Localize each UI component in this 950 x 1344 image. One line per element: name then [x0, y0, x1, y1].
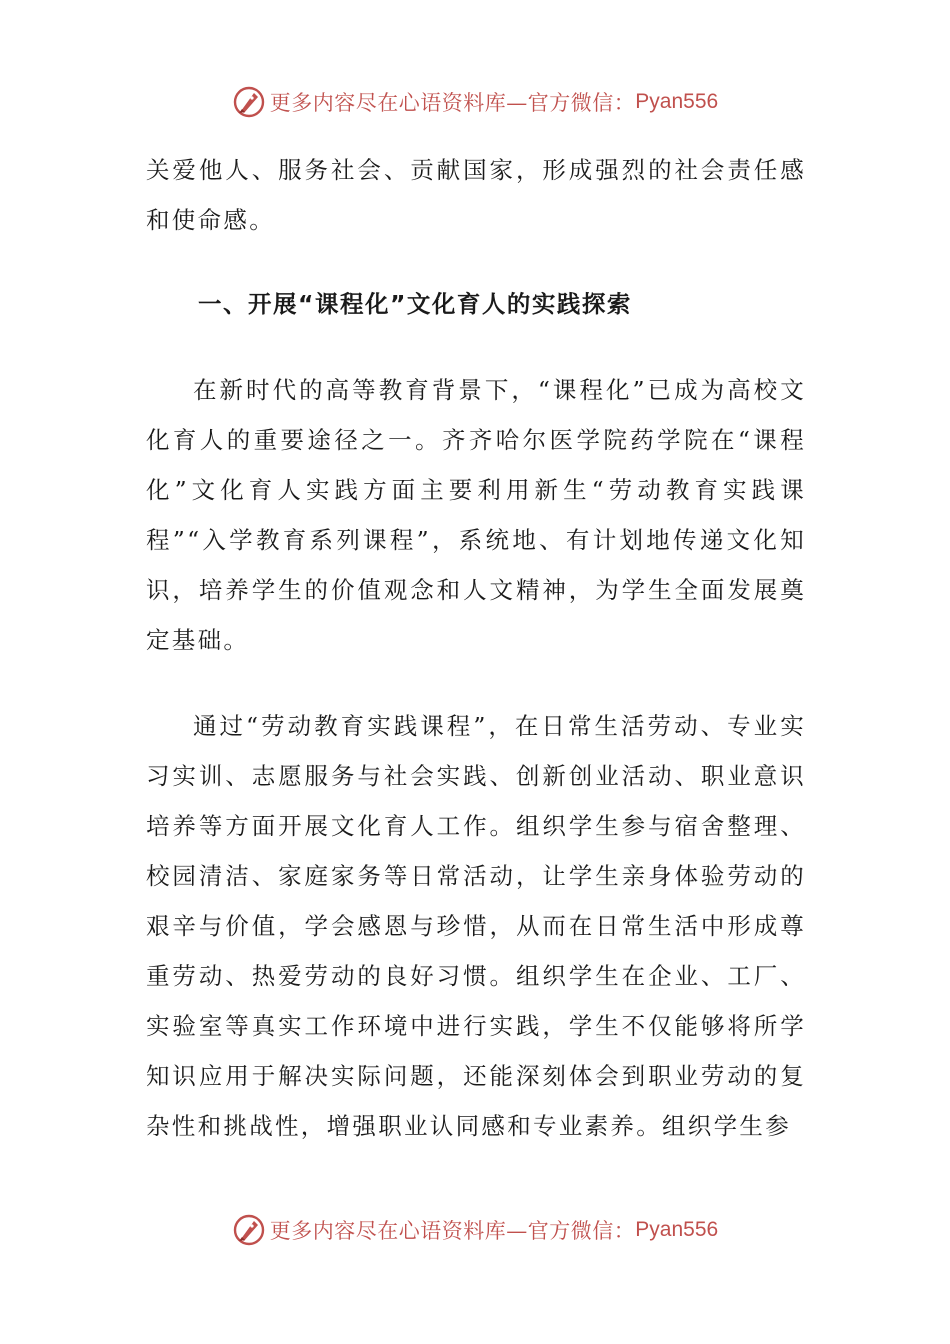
- body-paragraph-2: 通过“劳动教育实践课程”，在日常生活劳动、专业实习实训、志愿服务与社会实践、创新创业活动、职业意识培养等方面开展文化育人工作。组织学生参与宿舍整理、校园清洁、家庭家务等日常活动，让学生亲身体验劳动的艰辛与价值，学会感恩与珍惜，从而在日常生活中形成尊重劳动、热爱劳动的良好习惯。组织学生在企业、工厂、实验室等真实工作环境中进行实践，学生不仅能够将所学知识应用于解决实际问题，还能深刻体会到职业劳动的复杂性和挑战性，增强职业认同感和专业素养。组织学生参: [146, 712, 806, 1140]
- section-heading: 一、开展“课程化”文化育人的实践探索: [198, 290, 632, 318]
- continued-paragraph: 关爱他人、服务社会、贡献国家，形成强烈的社会责任感和使命感。: [146, 156, 806, 234]
- banner-wechat-id: Pyan556: [635, 90, 719, 113]
- banner-wechat-id: Pyan556: [635, 1218, 719, 1241]
- pen-nib-logo-icon: [232, 1213, 266, 1247]
- document-body: [146, 145, 806, 1151]
- footer-watermark-banner: [0, 1210, 950, 1250]
- banner-text: 更多内容尽在心语资料库—官方微信：: [269, 91, 636, 115]
- header-watermark-banner: [0, 82, 950, 122]
- pen-nib-logo-icon: [232, 85, 266, 119]
- banner-text: 更多内容尽在心语资料库—官方微信：: [269, 1219, 636, 1243]
- body-paragraph-1: 在新时代的高等教育背景下，“课程化”已成为高校文化育人的重要途径之一。齐齐哈尔医学院药学院在“课程化”文化育人实践方面主要利用新生“劳动教育实践课程”“入学教育系列课程”，系统地、有计划地传递文化知识，培养学生的价值观念和人文精神，为学生全面发展奠定基础。: [146, 376, 806, 654]
